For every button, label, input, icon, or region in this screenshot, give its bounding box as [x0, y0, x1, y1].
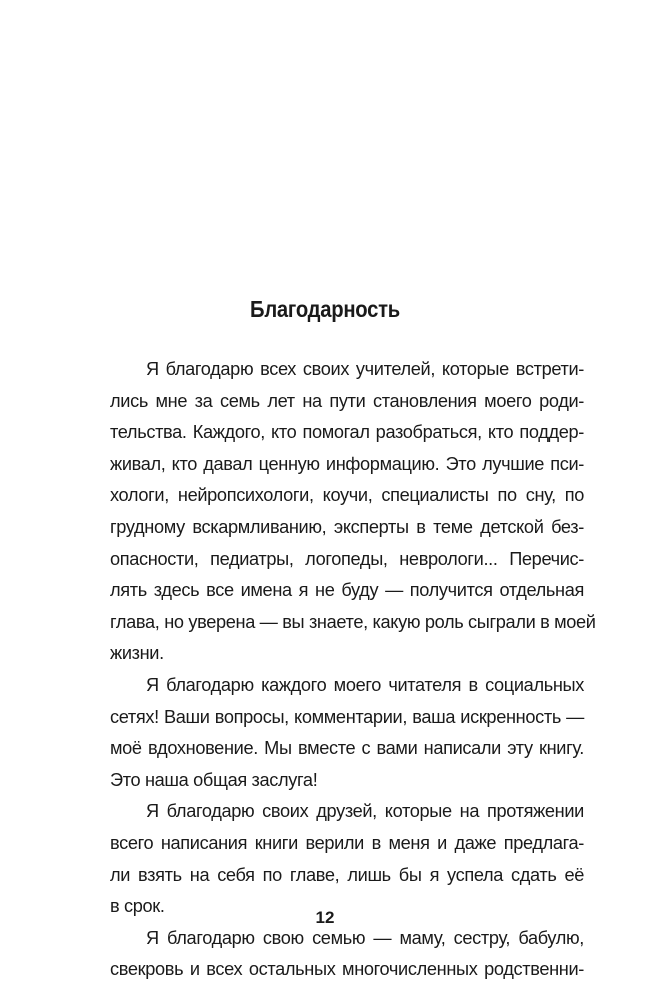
text-line: Я благодарю каждого моего читателя в социальных — [146, 674, 584, 695]
text-line: сетях! Ваши вопросы, комментарии, ваша искренность — — [110, 706, 584, 727]
text-line: живал, кто давал ценную информацию. Это лучшие пси- — [110, 453, 584, 474]
text-line: Я благодарю всех своих учителей, которые встрети- — [146, 359, 584, 379]
text-line: лись мне за семь лет на пути становления моего роди- — [110, 390, 584, 411]
text-line: всего написания книги верили в меня и даже предлага- — [110, 832, 584, 853]
text-line: тельства. Каждого, кто помогал разобраться, кто поддер- — [110, 422, 584, 443]
body-text — [110, 354, 596, 986]
page-number: 12 — [315, 908, 335, 927]
page-title: Благодарность — [250, 296, 400, 322]
text-line: жизни. — [110, 643, 164, 664]
text-line: грудному вскармливанию, эксперты в теме детской без- — [110, 516, 584, 537]
text-line: свекровь и всех остальных многочисленных родственни- — [110, 959, 584, 980]
text-line: лять здесь все имена я не буду — получится отдельная — [110, 580, 584, 601]
text-line: опасности, педиатры, логопеды, неврологи... Перечис- — [110, 548, 584, 569]
text-line: ли взять на себя по главе, лишь бы я успела сдать её — [110, 864, 584, 885]
text-line: в срок. — [110, 896, 165, 917]
text-line: Я благодарю свою семью — маму, сестру, бабулю, — [146, 927, 584, 948]
text-line: Это наша общая заслуга! — [110, 769, 318, 790]
text-line: Я благодарю своих друзей, которые на протяжении — [146, 801, 584, 822]
text-line: хологи, нейропсихологи, коучи, специалисты по сну, по — [110, 485, 584, 506]
text-line: глава, но уверена — вы знаете, какую роль сыграли в моей — [110, 611, 596, 632]
text-line: моё вдохновение. Мы вместе с вами написали эту книгу. — [110, 738, 584, 759]
